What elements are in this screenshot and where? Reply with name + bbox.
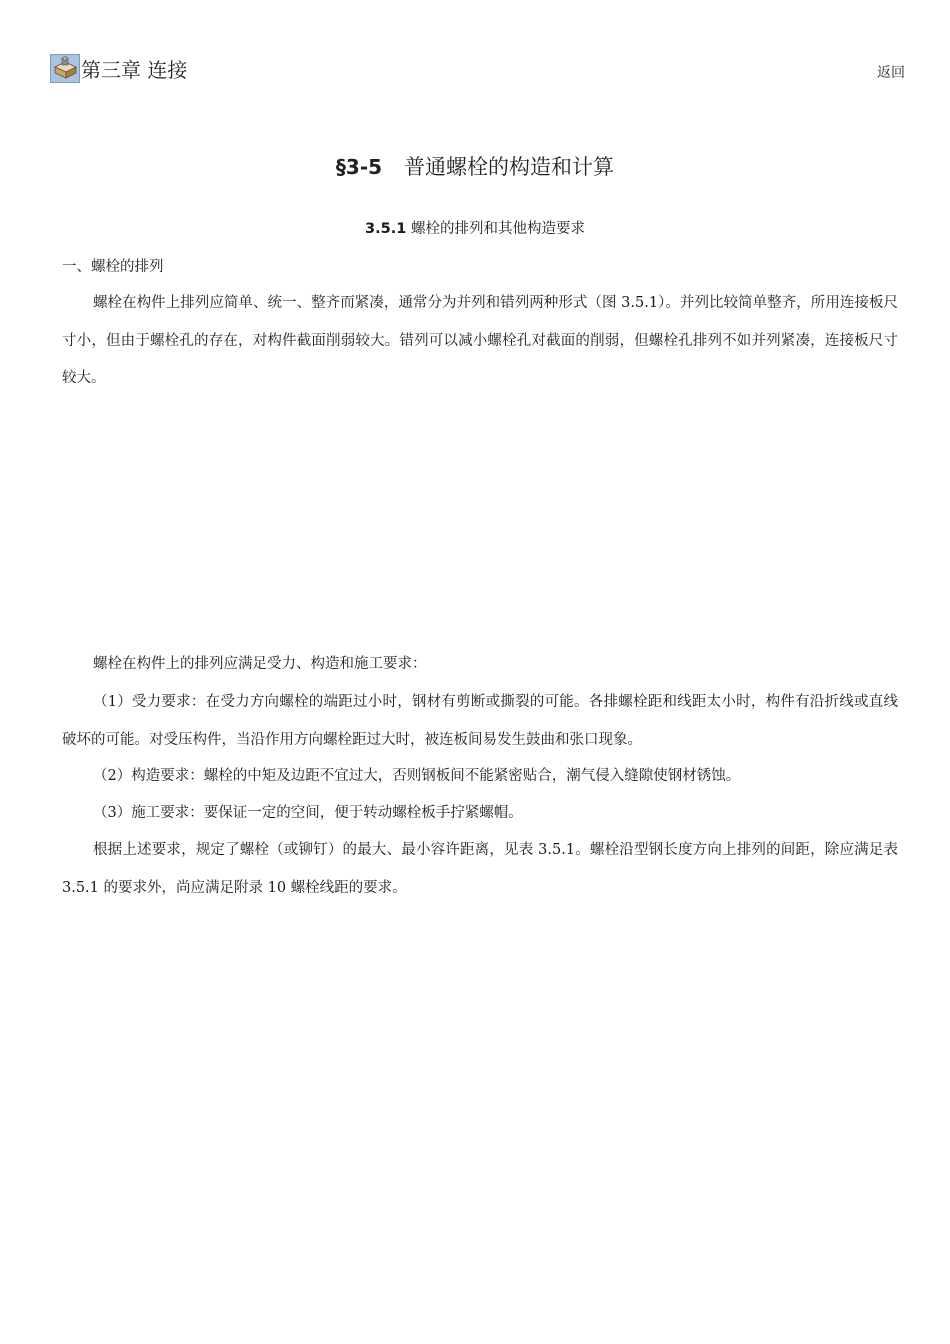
chapter-book-icon: [50, 54, 80, 83]
chapter-title: 第三章 连接: [81, 58, 188, 82]
figure-placeholder: [62, 400, 898, 640]
subsection-title-text: 螺栓的排列和其他构造要求: [410, 221, 585, 237]
back-link[interactable]: 返回: [877, 65, 905, 81]
heading-bolt-arrangement: 一、螺栓的排列: [62, 259, 164, 275]
section-title: [0, 152, 950, 182]
paragraph-construction-requirement: （2）构造要求：螺栓的中矩及边距不宜过大，否则钢板间不能紧密贴合，潮气侵入缝隙使钢材锈蚀。: [93, 768, 741, 784]
subsection-title: [0, 218, 950, 240]
book-stack-icon: [51, 55, 79, 82]
paragraph-requirements-intro: 螺栓在构件上的排列应满足受力、构造和施工要求：: [93, 656, 427, 672]
section-title-text: 普通螺栓的构造和计算: [404, 155, 615, 179]
subsection-number: 3.5.1: [365, 221, 407, 237]
paragraph-construction-work-requirement: （3）施工要求：要保证一定的空间，便于转动螺栓板手拧紧螺帽。: [93, 805, 523, 821]
paragraph-spacing-rules: 根据上述要求，规定了螺栓（或铆钉）的最大、最小容许距离，见表 3.5.1。螺栓沿型钢长度方向上排列的间距，除应满足表 3.5.1 的要求外，尚应满足附录 10 螺栓线距的要求。: [62, 842, 898, 896]
section-number: §3-5: [335, 155, 383, 179]
paragraph-stress-requirement: （1）受力要求：在受力方向螺栓的端距过小时，钢材有剪断或撕裂的可能。各排螺栓距和线距太小时，构件有沿折线或直线破坏的可能。对受压构件，当沿作用方向螺栓距过大时，被连板间易发生鼓曲和张口现象。: [62, 694, 898, 748]
page-header: [50, 54, 905, 86]
paragraph-arrangement-forms: 螺栓在构件上排列应简单、统一、整齐而紧凑，通常分为并列和错列两种形式（图 3.5.1）。并列比较简单整齐，所用连接板尺寸小，但由于螺栓孔的存在，对构件截面削弱较大。错列可以减小螺栓孔对截面的削弱，但螺栓孔排列不如并列紧凑，连接板尺寸较大。: [62, 295, 898, 386]
